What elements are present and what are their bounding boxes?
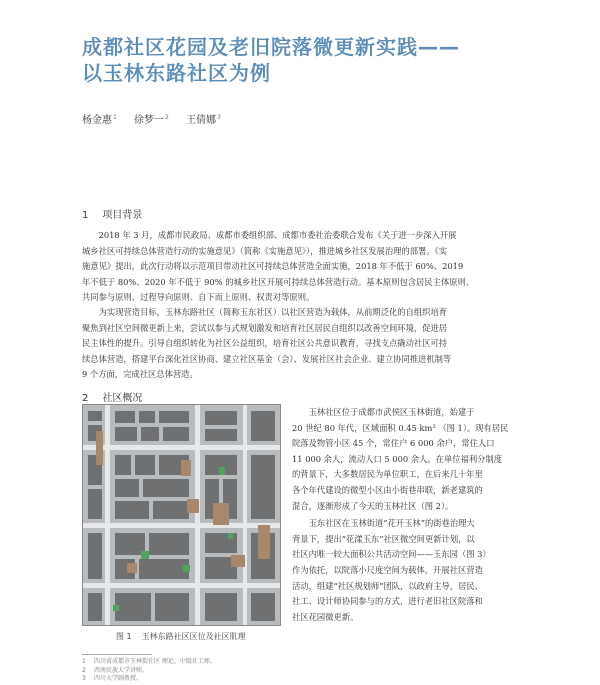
overview-paragraph-2: 玉东社区在玉林街道“花开玉林”的街巷治理大 背景下，提出“花漾玉东”社区微空间更新计划，以 社区内唯一较大面积公共活动空间——玉东园（图 3） 作为依托，以院落小尺度空间为载体，开展社区营造 活动，组建“社区规划师”团队，以政府主导，居民、 社工、设计师协同参与的方式，进行老旧社区院落和 社区花园微更新。 [292, 518, 491, 622]
footnote-divider [82, 654, 152, 655]
figure-caption-text: 玉林东路社区区位及社区肌理 [141, 632, 246, 641]
figure-label: 图 1 [116, 632, 132, 641]
article-title [82, 34, 460, 86]
title-line-2: 以玉林东路社区为例 [82, 61, 271, 85]
author: 徐梦一$^2$ [134, 113, 169, 126]
section-heading-background: 1 项目背景 [82, 210, 143, 221]
map-drawing [83, 405, 280, 625]
community-map-figure [82, 404, 281, 626]
author-list [82, 111, 235, 126]
title-line-1: 成都社区花园及老旧院落微更新实践—— [82, 35, 460, 59]
footnote: 2 西南民族大学讲师。 [82, 666, 149, 674]
footnotes [82, 654, 216, 684]
paragraph-background-2: 为实现营造目标，玉林东路社区（简称玉东社区）以社区营造为载体，从前期泛化的自组织培育 聚焦到社区空间微更新上来，尝试以参与式规划激发和培育社区居民自组织以改善空间环境，促进居 民主体性的提升。引导自组织转化为社区公益组织，培育社区公共意识教育，寻找支点撬动社区可持 续总体营造，搭建平台深化社区协商、建立社区基金（会）、发展社区社会企业、建立协同推进机制等 9 个方面，完成社区总体营造。 [82, 307, 452, 379]
overview-paragraph-1: 玉林社区位于成都市武侯区玉林街道，始建于 20 世纪 80 年代，区域面积 0.45 km² （图 1）。现有居民 院落及物管小区 45 个，常住户 6 000 余户，常住人口 11 000 余人，流动人口 5 000 余人。在单位福利分制度 的背景下，大多数居民为单位职工，在后来几十年里 各个年代建设的微型小区由小街巷串联，新老建筑的 混合，逐渐形成了今天的玉林社区（图 2）。 [292, 407, 509, 511]
footnote: 3 四川大学副教授。 [82, 675, 143, 682]
figure-caption [116, 631, 246, 642]
author: 杨金惠$^1$ [82, 113, 117, 126]
paragraph-background-1: 2018 年 3 月，成都市民政局、成都市委组织部、成都市委社治委联合发布《关于进一步深入开展 城乡社区可持续总体营造行动的实施意见》（简称《实施意见》），推进城乡社区发展治理的部署。《实 施意见》提出，此次行动将以示范项目带动社区可持续总体营造全面实施，2018 年不低于 60%、2019 年不低于 80%、2020 年不低于 90% 的城乡社区开展可持续总体营造行动。基本原则包含居民主体原则、 共同参与原则、过程导向原则、自下而上原则、权责对等原则。 [82, 230, 475, 302]
author: 王倩娜$^3$ [186, 113, 221, 126]
overview-text-column [292, 405, 524, 625]
section-heading-overview: 2 社区概况 [82, 393, 143, 404]
footnote: 1 四川省成都市玉林街社区 理论，中级社工师。 [82, 658, 216, 665]
